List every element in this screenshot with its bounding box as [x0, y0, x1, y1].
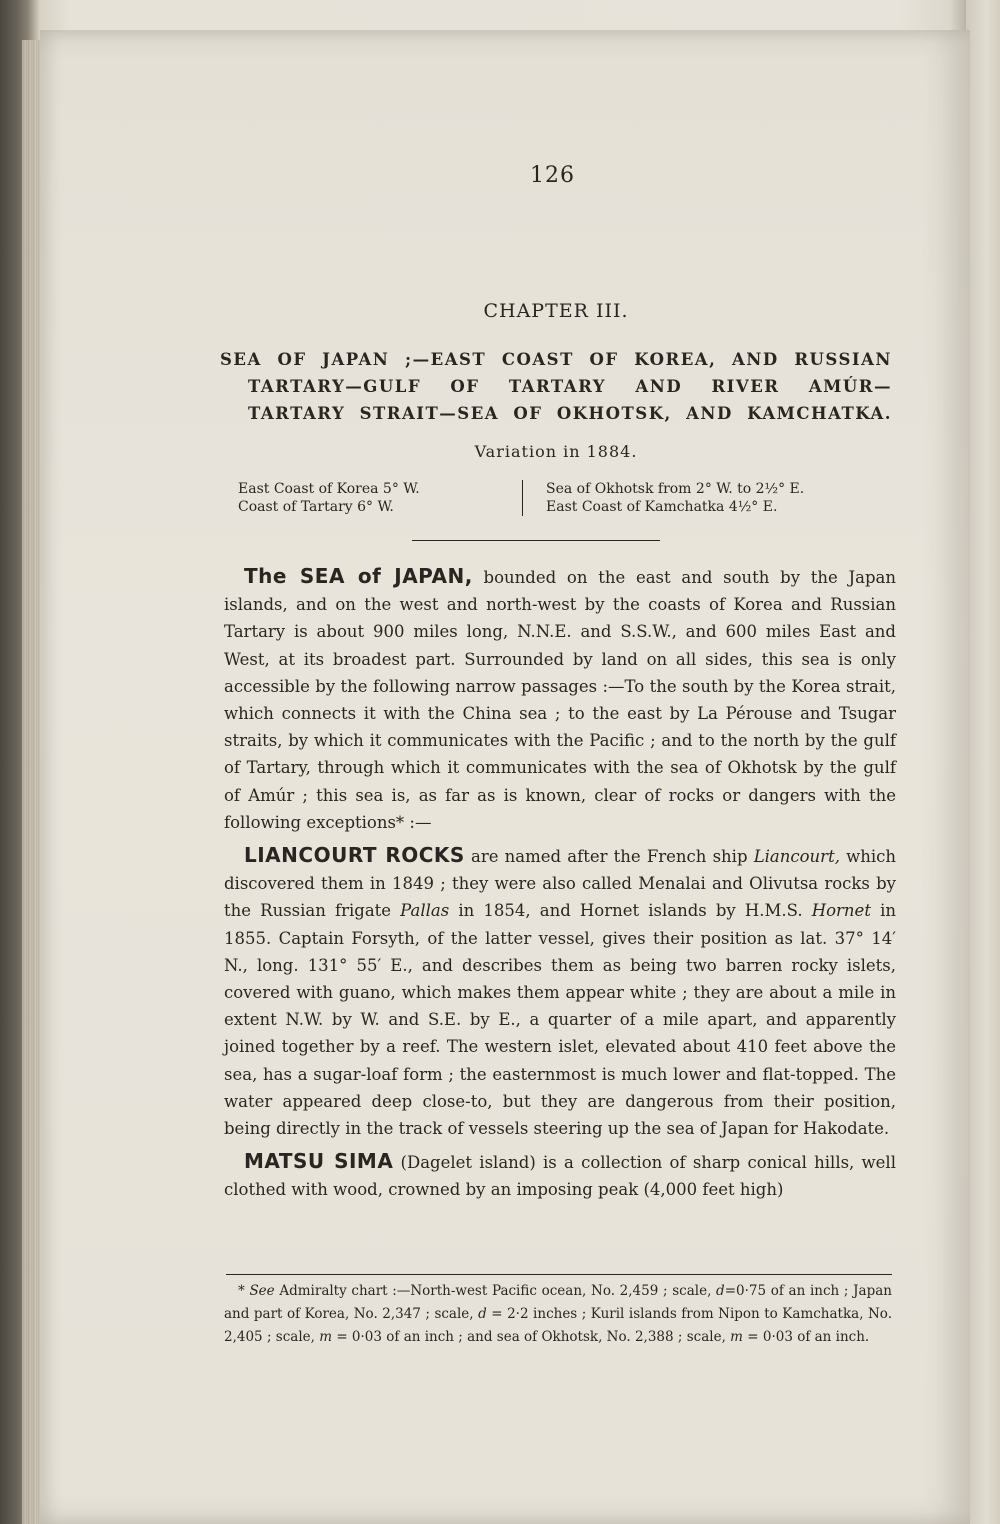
- text-liancourt-3: in 1854, and Hornet islands by H.M.S.: [449, 901, 812, 921]
- text-liancourt-4: in 1855. Captain Forsyth, of the latter vessel, gives their position as lat. 37° 14′ N., long. 131° 55′ E., and describes them as being two barren rocky islets, covered with guano, which makes them appear white ; they are about a mile in extent N.W. by W. and S.E. by E., a quarter of a mile apart, and apparently joined together by a reef. The western islet, elevated about 410 feet above the sea, has a sugar-loaf form ; the easternmost is much lower and flat-topped. The water appeared deep close-to, but they are dangerous from their position, being directly in the track of vessels steering up the sea of Japan for Hakodate.: [224, 901, 896, 1139]
- paragraph-matsu-sima: [224, 1148, 896, 1203]
- variation-okhotsk: Sea of Okhotsk from 2° W. to 2½° E.: [546, 481, 805, 497]
- ship-name-liancourt: Liancourt,: [753, 847, 840, 867]
- lead-sea-of-japan: The SEA of JAPAN,: [244, 564, 473, 588]
- subtitle-line-1: SEA OF JAPAN ;—EAST COAST OF KOREA, AND RUSSIAN: [220, 350, 892, 369]
- text-sea-of-japan: bounded on the east and south by the Japan islands, and on the west and north-west by the coasts of Korea and Russian Tartary is about 900 miles long, N.N.E. and S.S.W., and 600 miles East and West, at its broadest part. Surrounded by land on all sides, this sea is only accessible by the following narrow passages :—To the south by the Korea strait, which connects it with the China sea ; to the east by La Pérouse and Tsugar straits, by which it communicates with the Pacific ; and to the north by the gulf of Tartary, through which it communicates with the sea of Okhotsk by the gulf of Amúr ; this sea is, as far as is known, clear of rocks or dangers with the following exceptions* :—: [224, 568, 896, 832]
- variation-right-column: [546, 480, 804, 516]
- facing-page-edge: [966, 0, 1000, 1524]
- footnote-admiralty-charts: [224, 1280, 892, 1349]
- footnote-text-2: =0·75 of an inch ; Japan and part of Korea, No. 2,347 ; scale,: [224, 1283, 892, 1322]
- footnote-text-5: = 0·03 of an inch.: [742, 1329, 870, 1345]
- subtitle-line-3: TARTARY STRAIT—SEA OF OKHOTSK, AND KAMCHATKA.: [248, 404, 892, 423]
- chapter-title: CHAPTER III.: [483, 300, 629, 322]
- ship-name-hornet: Hornet: [811, 901, 871, 921]
- variation-kamchatka: East Coast of Kamchatka 4½° E.: [546, 499, 778, 515]
- book-page: [40, 30, 970, 1524]
- variation-divider: [522, 480, 523, 516]
- paragraph-sea-of-japan: [224, 563, 896, 836]
- text-liancourt-2: which discovered them in 1849 ; they were also called Menalai and Olivutsa rocks by the Russian frigate: [224, 847, 897, 921]
- footnote-text-4: = 0·03 of an inch ; and sea of Okhotsk, No. 2,388 ; scale,: [332, 1329, 731, 1345]
- text-liancourt-1: are named after the French ship: [464, 847, 754, 867]
- footnote-marker: *: [238, 1283, 250, 1299]
- lead-liancourt-rocks: LIANCOURT ROCKS: [244, 843, 465, 868]
- subtitle-line-2: TARTARY—GULF OF TARTARY AND RIVER AMÚR—: [248, 377, 892, 396]
- footnote: [224, 1280, 892, 1355]
- page-number: 126: [530, 163, 575, 188]
- section-rule: [412, 540, 660, 541]
- variation-tartary: Coast of Tartary 6° W.: [238, 499, 394, 515]
- footnote-var-m1: m: [319, 1329, 333, 1345]
- footnote-var-d1: d: [716, 1283, 725, 1299]
- footnote-text-3: = 2·2 inches ; Kuril islands from Nipon to Kamchatka, No. 2,405 ; scale,: [224, 1306, 892, 1345]
- variation-left-column: [238, 480, 420, 516]
- footnote-see: See: [249, 1283, 275, 1299]
- ship-name-pallas: Pallas: [400, 901, 450, 921]
- body-text: [224, 563, 896, 1210]
- text-matsu-sima: (Dagelet island) is a collection of sharp conical hills, well clothed with wood, crowned by an imposing peak (4,000 feet high): [224, 1153, 896, 1200]
- variation-korea: East Coast of Korea 5° W.: [238, 481, 420, 497]
- variation-heading: Variation in 1884.: [474, 442, 638, 461]
- footnote-rule: [226, 1274, 892, 1275]
- footnote-var-m2: m: [730, 1329, 743, 1345]
- chapter-subtitle: [220, 346, 892, 427]
- footnote-var-d2: d: [478, 1306, 487, 1322]
- lead-matsu-sima: MATSU SIMA: [244, 1149, 394, 1174]
- footnote-text-1: Admiralty chart :—North-west Pacific ocean, No. 2,459 ; scale,: [274, 1283, 717, 1299]
- paragraph-liancourt-rocks: [224, 842, 896, 1142]
